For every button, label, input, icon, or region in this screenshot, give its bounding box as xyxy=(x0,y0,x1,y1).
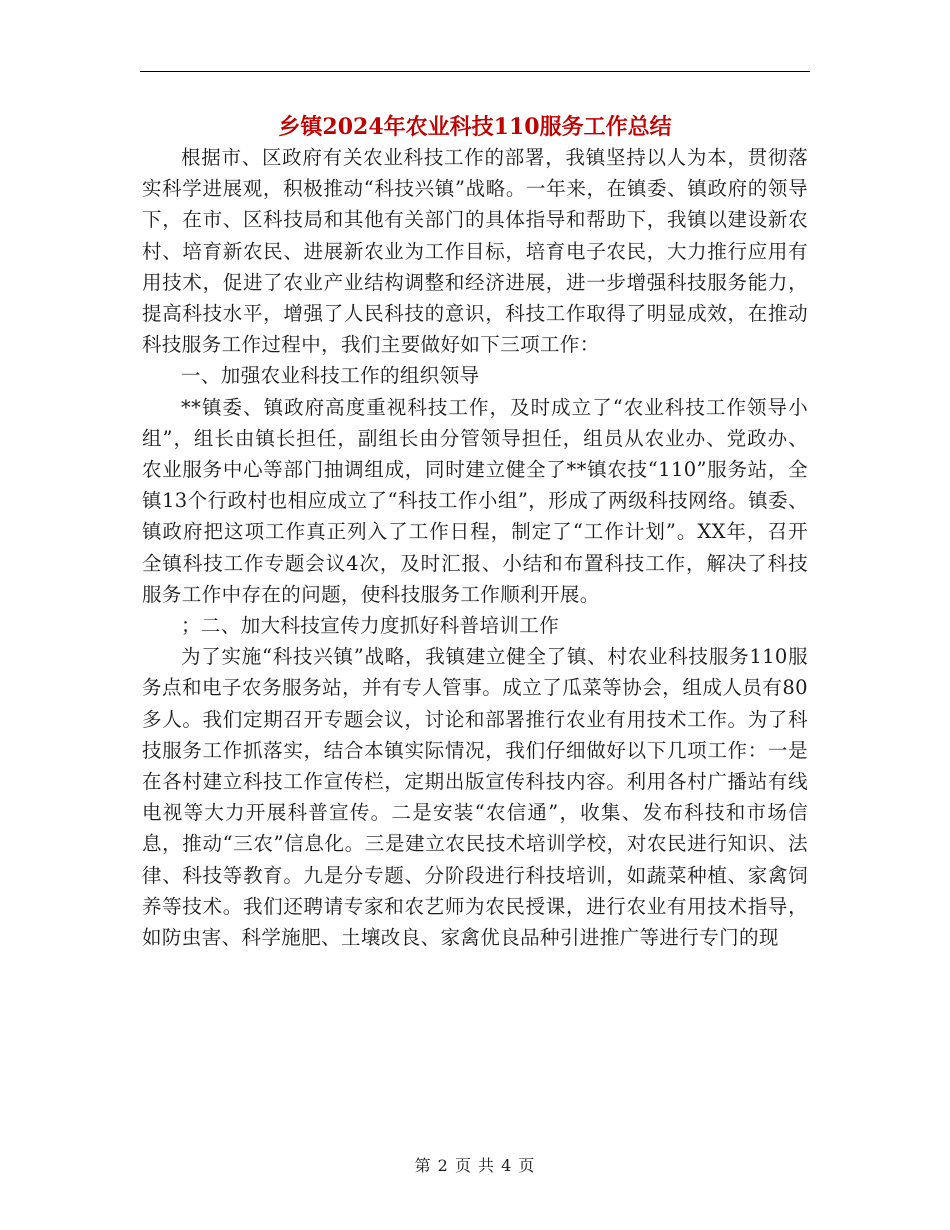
page-number-footer: 第 2 页 共 4 页 xyxy=(414,1156,536,1175)
paragraph-intro: 根据市、区政府有关农业科技工作的部署，我镇坚持以人为本，贯彻落实科学进展观，积极推动“科技兴镇”战略。一年来，在镇委、镇政府的领导下，在市、区科技局和其他有关部门的具体指导和帮助下，我镇以建设新农村、培育新农民、进展新农业为工作目标，培育电子农民，大力推行应用有用技术，促进了农业产业结构调整和经济进展，进一步增强科技服务能力，提高科技水平，增强了人民科技的意识，科技工作取得了明显成效，在推动科技服务工作过程中，我们主要做好如下三项工作： xyxy=(142,146,808,357)
section-heading-1: 一、加强农业科技工作的组织领导 xyxy=(181,364,480,388)
paragraph-organization: **镇委、镇政府高度重视科技工作，及时成立了“农业科技工作领导小组”，组长由镇长担任，副组长由分管领导担任，组员从农业办、党政办、农业服务中心等部门抽调组成，同时建立健全了**镇农技“110”服务站，全镇13个行政村也相应成立了“科技工作小组”，形成了两级科技网络。镇委、镇政府把这项工作真正列入了工作日程，制定了“工作计划”。XX年，召开全镇科技工作专题会议4次，及时汇报、小结和布置科技工作，解决了科技服务工作中存在的问题，使科技服务工作顺利开展。 xyxy=(142,395,808,606)
document-body xyxy=(142,142,808,953)
document-title: 乡镇2024年农业科技110服务工作总结 xyxy=(278,114,672,140)
paragraph-training: 为了实施“科技兴镇”战略，我镇建立健全了镇、村农业科技服务110服务点和电子农务服务站，并有专人管事。成立了瓜菜等协会，组成人员有80多人。我们定期召开专题会议，讨论和部署推行农业有用技术工作。为了科技服务工作抓落实，结合本镇实际情况，我们仔细做好以下几项工作：一是在各村建立科技工作宣传栏，定期出版宣传科技内容。利用各村广播站有线电视等大力开展科普宣传。二是安装“农信通”，收集、发布科技和市场信息，推动“三农”信息化。三是建立农民技术培训学校，对农民进行知识、法律、科技等教育。九是分专题、分阶段进行科技培训，如蔬菜种植、家禽饲养等技术。我们还聘请专家和农艺师为农民授课，进行农业有用技术指导，如防虫害、科学施肥、土壤改良、家禽优良品种引进推广等进行专门的现 xyxy=(142,645,808,950)
section-heading-2: ；二、加大科技宣传力度抓好科普培训工作 xyxy=(181,614,560,638)
header-rule xyxy=(140,71,810,72)
